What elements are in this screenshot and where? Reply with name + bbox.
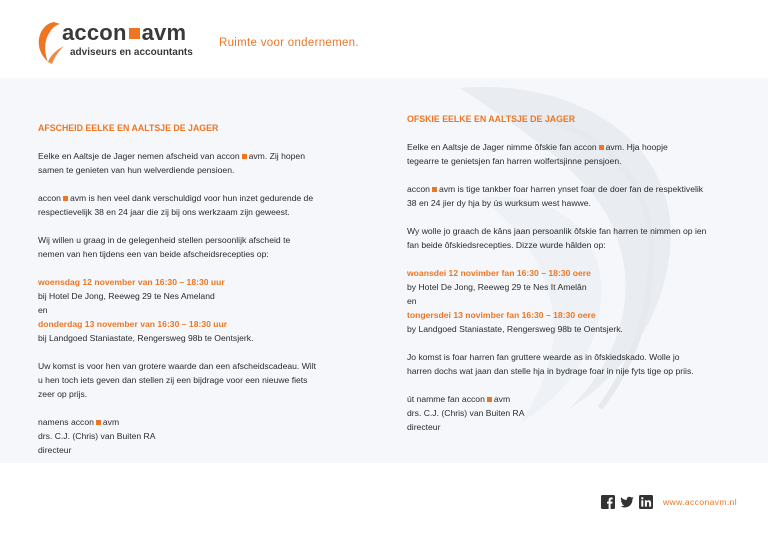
frisian-date-1: woansdei 12 novimber fan 16:30 – 18:30 oere xyxy=(407,268,591,278)
frisian-letter xyxy=(407,112,727,448)
dutch-title: AFSCHEID EELKE EN AALTSJE DE JAGER xyxy=(38,123,219,133)
frisian-reception-dates: woansdei 12 novimber fan 16:30 – 18:30 oere by Hotel De Jong, Reeweg 29 te Nes It Amelân en tongersdei 13 novimber fan 16:30 – 18:30 oere by Landgoed Staniastate, Rengersweg 98b te Oentsjerk. xyxy=(407,268,623,334)
frisian-paragraph-2: accon avm is tige tankber foar harren ynset foar de doer fan de respektivelik 38 en 24 jier dy hja by ús wurksum west hawwe. xyxy=(407,184,704,208)
logo-subtitle: adviseurs en accountants xyxy=(70,47,193,58)
logo-wordmark: accon avm xyxy=(62,20,187,45)
frisian-paragraph-3: Wy wolle jo graach de kâns jaan persoanlik ôfskie fan harren te nimmen op ien fan beide ôfskiedsrecepties. Dizze wurde hâlden op: xyxy=(407,226,707,250)
frisian-title: OFSKIE EELKE EN AALTSJE DE JAGER xyxy=(407,114,576,124)
twitter-icon[interactable] xyxy=(620,495,634,509)
dutch-paragraph-3: Wij willen u graag in de gelegenheid stellen persoonlijk afscheid te nemen van hen tijdens een van beide afscheidsrecepties op: xyxy=(38,235,291,259)
linkedin-icon[interactable] xyxy=(639,495,653,509)
social-links xyxy=(601,495,653,509)
dutch-paragraph-5: Uw komst is voor hen van grotere waarde dan een afscheidscadeau. Wilt u hen toch iets geven dan stellen zij een bijdrage voor een nieuwe fiets zeer op prijs. xyxy=(38,361,317,399)
website-link[interactable]: www.acconavm.nl xyxy=(663,497,738,507)
frisian-signature: út namme fan accon avm drs. C.J. (Chris) van Buiten RA directeur xyxy=(407,394,525,432)
dutch-date-2: donderdag 13 november van 16:30 – 18:30 uur xyxy=(38,319,228,329)
dutch-signature: namens accon avm drs. C.J. (Chris) van Buiten RA directeur xyxy=(38,417,156,455)
header xyxy=(0,0,768,78)
dutch-paragraph-2: accon avm is hen veel dank verschuldigd voor hun inzet gedurende de respectievelijk 38 en 24 jaar die zij bij ons werkzaam zijn geweest. xyxy=(38,193,314,217)
frisian-paragraph-1: Eelke en Aaltsje de Jager nimme ôfskie fan accon avm. Hja hoopje tegearre te genietsjen fan harren wolfertsjinne pensjoen. xyxy=(407,142,668,166)
logo xyxy=(34,16,224,66)
facebook-icon[interactable] xyxy=(601,495,615,509)
dutch-date-1: woensdag 12 november van 16:30 – 18:30 uur xyxy=(38,277,225,287)
tagline: Ruimte voor ondernemen. xyxy=(219,37,359,49)
frisian-date-2: tongersdei 13 novimber fan 16:30 – 18:30 oere xyxy=(407,310,596,320)
dutch-reception-dates: woensdag 12 november van 16:30 – 18:30 uur bij Hotel De Jong, Reeweg 29 te Nes Ameland en donderdag 13 november van 16:30 – 18:30 uur bij Landgoed Staniastate, Rengersweg 98b te Oentsjerk. xyxy=(38,277,254,343)
dutch-paragraph-1: Eelke en Aaltsje de Jager nemen afscheid van accon avm. Zij hopen samen te genieten van hun welverdiende pensioen. xyxy=(38,151,305,175)
dutch-letter xyxy=(38,121,348,471)
frisian-paragraph-5: Jo komst is foar harren fan gruttere wearde as in ôfskiedskado. Wolle jo harren dochs wat jaan dan stelle hja in bydrage foar in nije fyts tige op priis. xyxy=(407,352,694,376)
